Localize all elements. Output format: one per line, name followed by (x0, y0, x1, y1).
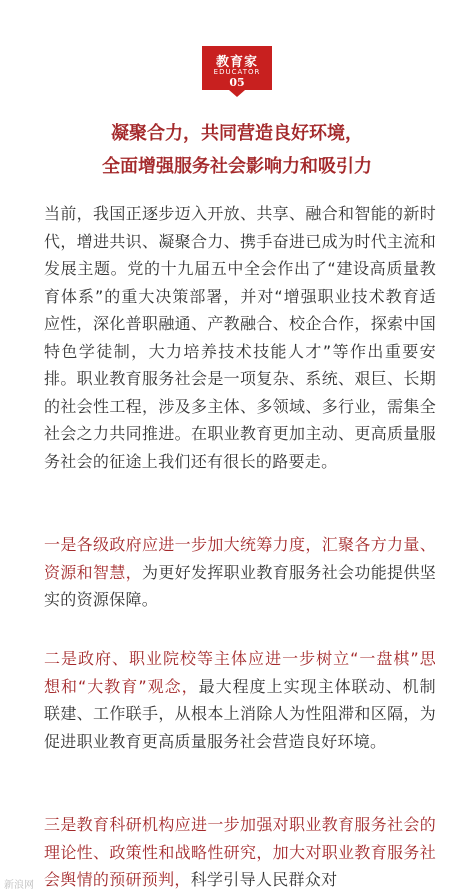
badge-pointer (229, 90, 245, 97)
point-three-body: 科学引导人民群众对 (190, 870, 338, 889)
badge-title: 教育家 (215, 55, 258, 70)
point-one-body: 为更好发挥职业教育服务社会功能提供坚实的资源保障。 (44, 562, 436, 609)
point-three-paragraph (44, 811, 436, 894)
point-one-lead: 一是各级政府应进一步加大统筹力度，汇聚各方力量、资源和智慧， (44, 535, 436, 582)
section-heading-line-1: 凝聚合力，共同营造良好环境， (111, 123, 363, 144)
watermark: 新浪网 (4, 880, 34, 891)
point-one-paragraph (44, 531, 436, 614)
point-three-lead: 三是教育科研机构应进一步加强对职业教育服务社会的理论性、政策性和战略性研究，加大对职业教育服务社会舆情的预研预判， (44, 815, 436, 889)
section-heading-line-2: 全面增强服务社会影响力和吸引力 (102, 156, 372, 177)
point-two-paragraph (44, 645, 436, 755)
intro-paragraph: 当前，我国正逐步迈入开放、共享、融合和智能的新时代，增进共识、凝聚合力、携手奋进已成为时代主流和发展主题。党的十九届五中全会作出了“建设高质量教育体系”的重大决策部署，并对“增强职业技术教育适应性，深化普职融通、产教融合、校企合作，探索中国特色学徒制，大力培养技术技能人才”等作出重要安排。职业教育服务社会是一项复杂、系统、艰巨、长期的社会性工程，涉及多主体、多领域、多行业，需集全社会之力共同推进。在职业教育更加主动、更高质量服务社会的征途上我们还有很长的路要走。 (44, 204, 436, 471)
educator-badge (202, 46, 272, 96)
point-two-body: 最大程度上实现主体联动、机制联建、工作联手，从根本上消除人为性阻滞和区隔，为促进职业教育更高质量服务社会营造良好环境。 (44, 676, 436, 751)
badge-subtitle: EDUCATOR (213, 68, 261, 76)
badge-number: 05 (229, 76, 245, 89)
point-two-lead: 二是政府、职业院校等主体应进一步树立“一盘棋”思想和“大教育”观念， (44, 649, 436, 696)
